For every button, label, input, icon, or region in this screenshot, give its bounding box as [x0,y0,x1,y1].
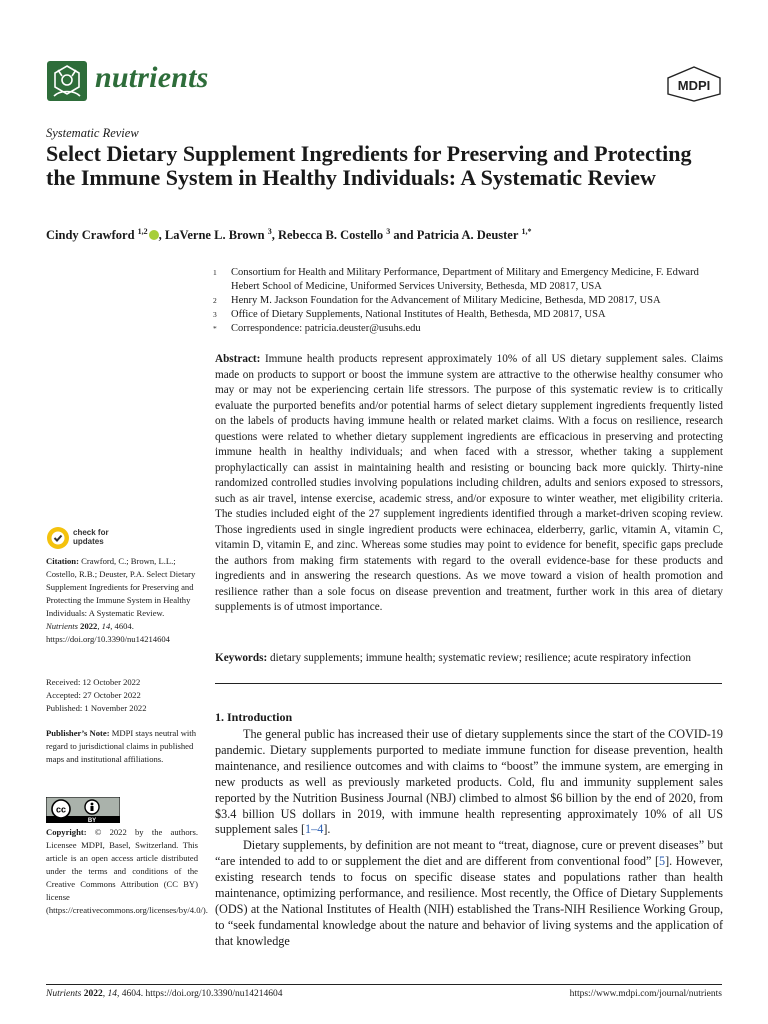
received-date: Received: 12 October 2022 [46,677,141,687]
affiliation-item: 1 Consortium for Health and Military Performance, Department of Military and Emergency Medicine, F. Edward Hebert School of Medicine, Uniformed Services University, Bethesda, MD 20817, USA [213,267,699,292]
author-name: Cindy Crawford [46,228,135,243]
affiliation-item: 2 Henry M. Jackson Foundation for the Advancement of Military Medicine, Bethesda, MD 20817, USA [213,295,661,306]
article-title: Select Dietary Supplement Ingredients for Preserving and Protecting the Immune System in Healthy Individuals: A Systematic Review [46,141,692,190]
published-date: Published: 1 November 2022 [46,703,147,713]
divider [215,683,722,684]
keywords-text: dietary supplements; immune health; systematic review; resilience; acute respiratory infection [270,652,691,664]
affiliations [213,266,723,336]
author-affiliation-mark: 1,2 [137,227,148,236]
svg-text:cc: cc [55,804,67,815]
footer-journal-url[interactable]: https://www.mdpi.com/journal/nutrients [569,989,722,999]
citation: Citation: Crawford, C.; Brown, L.L.; Costello, R.B.; Deuster, P.A. Select Dietary Supplement Ingredients for Preserving and Protecting the Immune System in Healthy Individuals: A Systematic Review. Nutrients 2022, 14, 4604. https://doi.org/10.3390/nu14214604 [46,556,196,644]
cc-by-license-icon[interactable] [46,797,120,823]
reference-link[interactable]: 1–4 [305,822,324,837]
accepted-date: Accepted: 27 October 2022 [46,690,141,700]
correspondence: * Correspondence: patricia.deuster@usuhs.edu [213,323,421,334]
orcid-icon[interactable] [149,230,159,240]
footer-citation: Nutrients 2022, 14, 4604. https://doi.org/10.3390/nu14214604 [46,989,283,999]
mdpi-logo [666,66,722,102]
abstract-text: Immune health products represent approximately 10% of all US dietary supplement sales. Claims made on products to support or boost the immune system are attractive to the otherwise healthy consumer who may or may not be experiencing certain life stressors. The purpose of this systematic review is to critically evaluate the purported benefits and/or potential harms of select dietary supplement ingredients frequently listed on the labels of products having immune health or related market claims. With a focus on resilience, research questions were related to whether dietary supplement ingredients are efficacious in preserving and protecting immune health in healthy individuals; and when faced with a stressor, whether taking a supplement prophylactically can assist in maintaining health and resisting or bouncing back more quickly. Thirty-nine randomized controlled studies involving populations including children, adults and seniors exposed to stressors, such as air travel, intense exercise, academic stress, and/or exposure to winter weather, met eligibility criteria. The studies included eight of the 27 supplement ingredients identified through a market-driven scoping review. Those ingredients used in single ingredient products were echinacea, elderberry, garlic, vitamin A, vitamin C, vitamin D, vitamin E, and zinc. Whereas some studies may point to evidence for benefit, specific gaps preclude the authors from making firm statements with regard to the overall evidence-base for these products and ingredients and in answering the research questions. As we move toward a vision of health promotion and resilience rather than a sole focus on disease prevention and treatment, further work in this area of dietary supplements is of utmost importance. [215,353,724,613]
affiliation-item: 3 Office of Dietary Supplements, National Institutes of Health, Bethesda, MD 20817, USA [213,309,606,320]
author-affiliation-mark: 3 [267,227,272,236]
journal-name: nutrients [95,61,209,94]
abstract-label: Abstract: [215,353,261,365]
publication-dates [46,676,198,715]
author-name: Patricia A. Deuster [416,228,519,243]
author-name: LaVerne L. Brown [164,228,265,243]
svg-text:MDPI: MDPI [677,78,711,93]
check-updates-label: check for updates [73,528,109,546]
footer-divider [46,984,722,985]
section-heading: 1. Introduction [215,710,293,724]
citation-label: Citation: [46,556,79,566]
publisher-note: Publisher’s Note: MDPI stays neutral with regard to jurisdictional claims in published maps and institutional affiliations. [46,728,196,764]
keywords [215,651,723,666]
body-text [215,727,723,950]
keywords-label: Keywords: [215,652,268,664]
paragraph: Dietary supplements, by definition are not meant to “treat, diagnose, cure or prevent diseases” but “are intended to add to or supplement the diet and are different from conventional food” [5]. However, existing research tends to focus on specific disease states and populations rather than health maintenance, optimizing performance, and resilience. Most recently, the Office of Dietary Supplements (ODS) at the National Institutes of Health (NIH) established the Trans-NIH Resilience Working Group, to “seek fundamental knowledge about the nature and behavior of living systems and the application of that knowledge [215,838,723,948]
nutrients-logo-icon [46,60,88,102]
copyright-notice: Copyright: © 2022 by the authors. Licensee MDPI, Basel, Switzerland. This article is an open access article distributed under the terms and conditions of the Creative Commons Attribution (CC BY) license (https://creativecommons.org/licenses/by/4.0/). [46,827,208,915]
paragraph: The general public has increased their use of dietary supplements since the start of the COVID-19 pandemic. Dietary supplements purported to mediate immune function for disease prevention, health maintenance, and resilience outcomes and with claims to “boost” the immune system, are emerging in new products as well as previously marketed products. Cold, flu and immunity supplement sales reported by the Nutrition Business Journal (NBJ) climbed to almost $6 billion by the end of 2020, from $3.4 billion US dollars in 2019, with immune health representing approximately 10% of all US supplement sales [1–4]. [215,727,723,837]
author-list: Cindy Crawford $^{1,2}$ , LaVerne L. Brown $^3$, Rebecca B. Costello $^3$ and Patricia A. Deuster $^{1,*}$ [46,227,532,243]
citation-text: Crawford, C.; Brown, L.L.; Costello, R.B.; Deuster, P.A. Select Dietary Supplement Ingredients for Preserving and Protecting the Immune System in Healthy Individuals: A Systematic Review. [46,556,196,618]
author-affiliation-mark: 1,* [521,227,532,236]
abstract [215,352,723,616]
author-affiliation-mark: 3 [386,227,391,236]
svg-text:BY: BY [87,818,97,823]
author-name: Rebecca B. Costello [277,228,384,243]
check-updates-icon [46,526,70,550]
article-type: Systematic Review [46,126,139,140]
reference-link[interactable]: 5 [659,854,666,869]
check-for-updates-button[interactable] [46,526,136,552]
